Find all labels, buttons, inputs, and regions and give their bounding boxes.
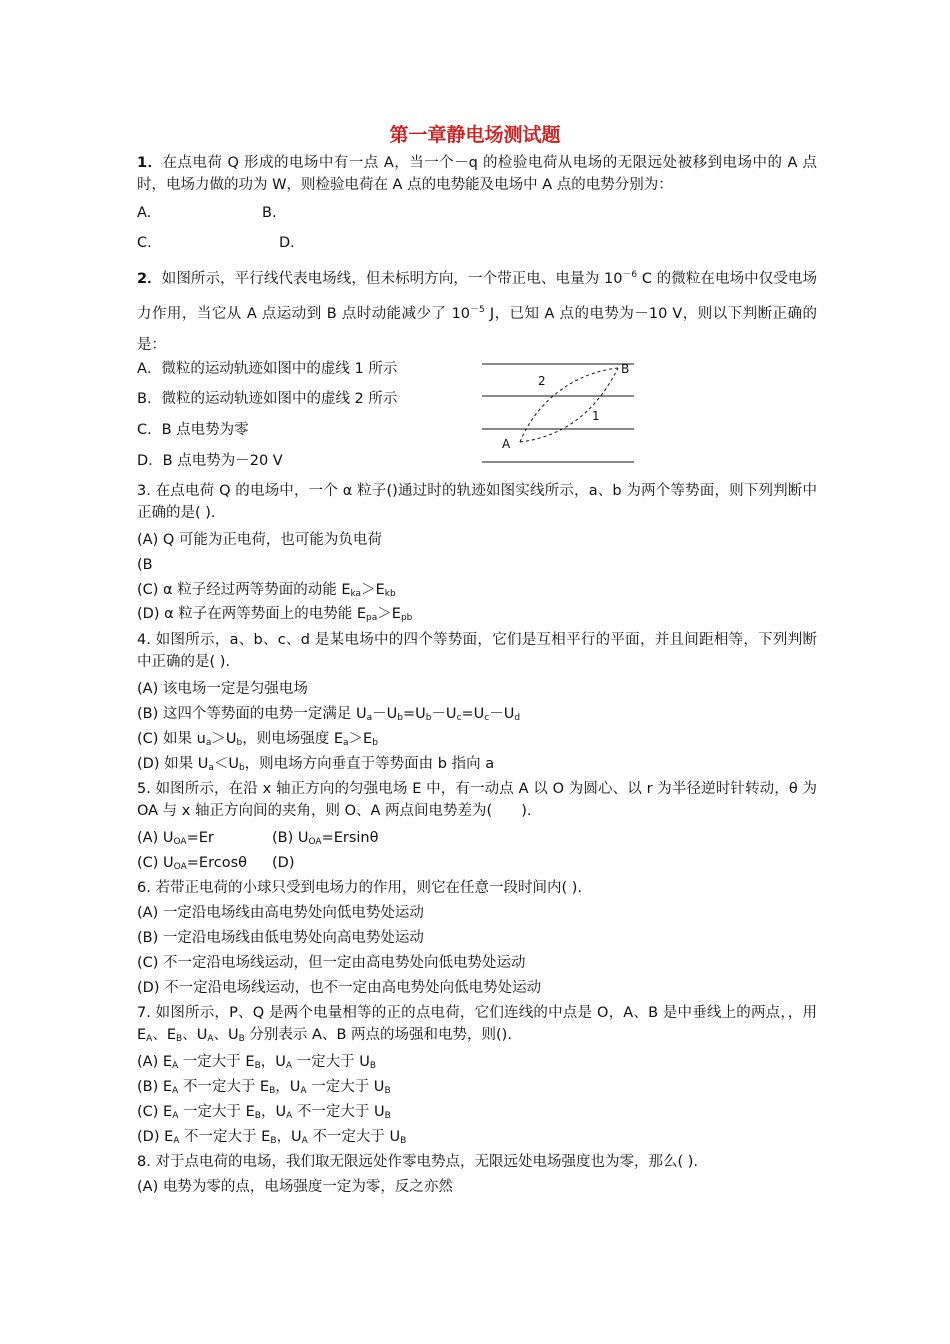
question-3-option-a: (A) Q 可能为正电荷，也可能为负电荷 (137, 532, 382, 548)
question-1-option-b: B. (262, 205, 277, 221)
question-7-option-d: (D) $E_A$ 不一定大于 $E_B$，$U_A$ 不一定大于 $U_B$ (137, 1129, 407, 1146)
electric-field-diagram (478, 358, 638, 468)
question-2-option-b: B．微粒的运动轨迹如图中的虚线 2 所示 (137, 391, 398, 407)
question-7-option-a: (A) $E_A$ 一定大于 $E_B$，$U_A$ 一定大于 $U_B$ (137, 1054, 377, 1071)
trajectory-2-path (520, 368, 618, 442)
question-3-option-b: (B (137, 557, 153, 573)
question-6-stem: 6. 若带正电荷的小球只受到电场力的作用，则它在任意一段时间内( ). (137, 880, 582, 896)
question-2-stem: 2．如图所示，平行线代表电场线，但未标明方向，一个带正电、电量为 $10^{-6}$ C 的微粒在电场中仅受电场力作用，当它从 A 点运动到 B 点时动能减少了 $10^{-5}$ J，已知 A 点的电势为－10 V，则以下判断正确的是： (137, 270, 818, 353)
question-3-option-c: (C) α 粒子经过两等势面的动能 $E_{ka}>E_{kb}$ (137, 582, 396, 599)
question-6-option-b: (B) 一定沿电场线由低电势处向高电势处运动 (137, 930, 424, 946)
trajectory-2-label: 2 (538, 374, 546, 388)
question-3-stem: 3. 在点电荷 Q 的电场中，一个 α 粒子()通过时的轨迹如图实线所示，a、b 为两个等势面，则下列判断中正确的是( ). (137, 483, 817, 521)
question-5-option-d: (D) (272, 855, 295, 871)
question-2-option-c: C．B 点电势为零 (137, 422, 249, 438)
trajectory-1-label: 1 (592, 409, 600, 423)
question-7-option-b: (B) $E_A$ 不一定大于 $E_B$，$U_A$ 一定大于 $U_B$ (137, 1079, 391, 1096)
point-a-label: A (502, 437, 511, 451)
question-8-stem: 8. 对于点电荷的电场，我们取无限远处作零电势点，无限远处电场强度也为零，那么( ). (137, 1154, 698, 1170)
question-5-option-a: (A) $U_{OA}=Er$ (137, 830, 214, 847)
question-7-option-c: (C) $E_A$ 一定大于 $E_B$，$U_A$ 不一定大于 $U_B$ (137, 1104, 391, 1121)
question-5-option-b: (B) $U_{OA}=Ersin\theta$ (272, 830, 379, 847)
question-6-option-d: (D) 不一定沿电场线运动，也不一定由高电势处向低电势处运动 (137, 980, 542, 996)
question-1-option-a: A. (137, 205, 152, 221)
question-4-option-c: (C) 如果 $u_a>U_b$，则电场强度 $E_a>E_b$ (137, 731, 378, 748)
question-2-number: 2 (137, 270, 148, 287)
question-4-option-b: (B) 这四个等势面的电势一定满足 $U_a-U_b=U_b-U_c=U_c-U_d$ (137, 706, 521, 723)
question-8-option-a: (A) 电势为零的点，电场强度一定为零，反之亦然 (137, 1179, 453, 1195)
question-2-option-d: D．B 点电势为－20 V (137, 453, 283, 469)
question-1-option-c: C. (137, 235, 152, 251)
question-1-number: 1 (137, 155, 148, 171)
question-1-option-d: D. (279, 235, 295, 251)
question-5-stem: 5. 如图所示，在沿 x 轴正方向的匀强电场 E 中，有一动点 A 以 O 为圆心、以 r 为半径逆时针转动，θ 为 OA 与 x 轴正方向间的夹角，则 O、A 两点间电势差为( ). (137, 781, 817, 819)
question-1-text: 在点电荷 Q 形成的电场中有一点 A，当一个－q 的检验电荷从电场的无限远处被移到电场中的 A 点时，电场力做的功为 W，则检验电荷在 A 点的电势能及电场中 A 点的电势分别为： (137, 155, 818, 193)
question-6-option-a: (A) 一定沿电场线由高电势处向低电势处运动 (137, 905, 424, 921)
question-3-option-d: (D) α 粒子在两等势面上的电势能 $E_{pa}>E_{pb}$ (137, 606, 413, 623)
question-2-option-a: A．微粒的运动轨迹如图中的虚线 1 所示 (137, 361, 398, 377)
question-4-option-a: (A) 该电场一定是匀强电场 (137, 681, 308, 697)
question-5-option-c: (C) $U_{OA}=Ercos\theta$ (137, 855, 247, 872)
question-7-stem: 7. 如图所示，P、Q 是两个电量相等的正的点电荷，它们连线的中点是 O，A、B 是中垂线上的两点，，用 $E_A$、$E_B$、$U_A$、$U_B$ 分别表示 A、B 两点的场强和电势，则(). (137, 1005, 817, 1044)
question-6-option-c: (C) 不一定沿电场线运动，但一定由高电势处向低电势处运动 (137, 955, 526, 971)
page-title: 第一章静电场测试题 (389, 124, 561, 146)
trajectory-1-path (520, 368, 618, 442)
question-4-option-d: (D) 如果 $U_a<U_b$，则电场方向垂直于等势面由 b 指向 a (137, 756, 495, 773)
question-4-stem: 4. 如图所示，a、b、c、d 是某电场中的四个等势面，它们是互相平行的平面，并且间距相等，下列判断中正确的是( ). (137, 632, 817, 670)
question-1-stem: 1．在点电荷 Q 形成的电场中有一点 A，当一个－q 的检验电荷从电场的无限远处被移到电场中的 A 点时，电场力做的功为 W，则检验电荷在 A 点的电势能及电场中 A 点的电势分别为： (137, 155, 818, 193)
point-b-label: B (621, 362, 630, 376)
